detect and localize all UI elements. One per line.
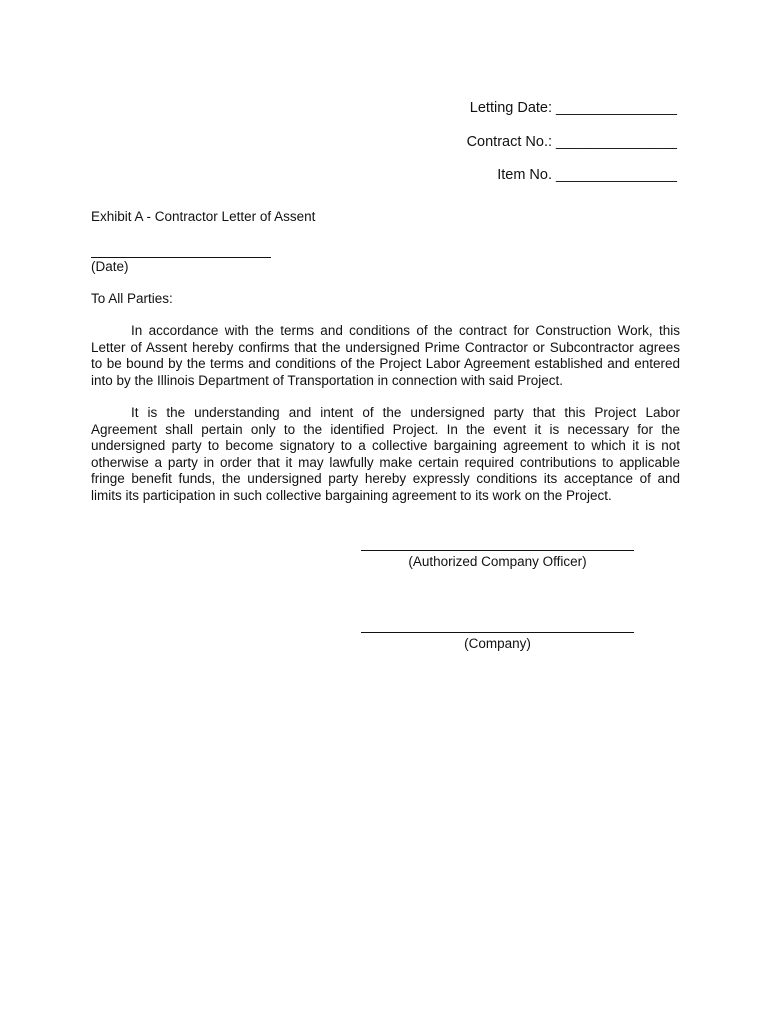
header-fields: [467, 92, 677, 193]
body-paragraph-1: In accordance with the terms and conditions of the contract for Construction Work, this Letter of Assent hereby confirms that the undersigned Prime Contractor or Subcontractor agrees to be bound by the terms and conditions of the Project Labor Agreement established and entered into by the Illinois Department of Transportation in connection with said Project.: [91, 323, 680, 388]
document-title: Exhibit A - Contractor Letter of Assent: [91, 209, 316, 224]
officer-signature-label: (Authorized Company Officer): [408, 554, 587, 569]
letting-date-field: Letting Date: _______________: [469, 100, 677, 116]
date-label: (Date): [91, 259, 129, 274]
contract-no-field: Contract No.: _______________: [466, 133, 677, 150]
item-no-field: Item No. _______________: [497, 167, 677, 183]
body-paragraph-2: It is the understanding and intent of the undersigned party that this Project Labor Agreement shall pertain only to the identified Project. In the event it is necessary for the undersigned party to become signatory to a collective bargaining agreement to which it is not otherwise a party in order that it may lawfully make certain required contributions to applicable fringe benefit funds, the undersigned party hereby expressly conditions its acceptance of and limits its participation in such collective bargaining agreement to its work on the Project.: [91, 405, 680, 503]
company-signature-line: [361, 632, 634, 633]
salutation: To All Parties:: [91, 291, 173, 306]
company-signature-label: (Company): [464, 636, 531, 651]
officer-signature-line: [361, 550, 634, 551]
date-signature-line: [91, 257, 271, 258]
